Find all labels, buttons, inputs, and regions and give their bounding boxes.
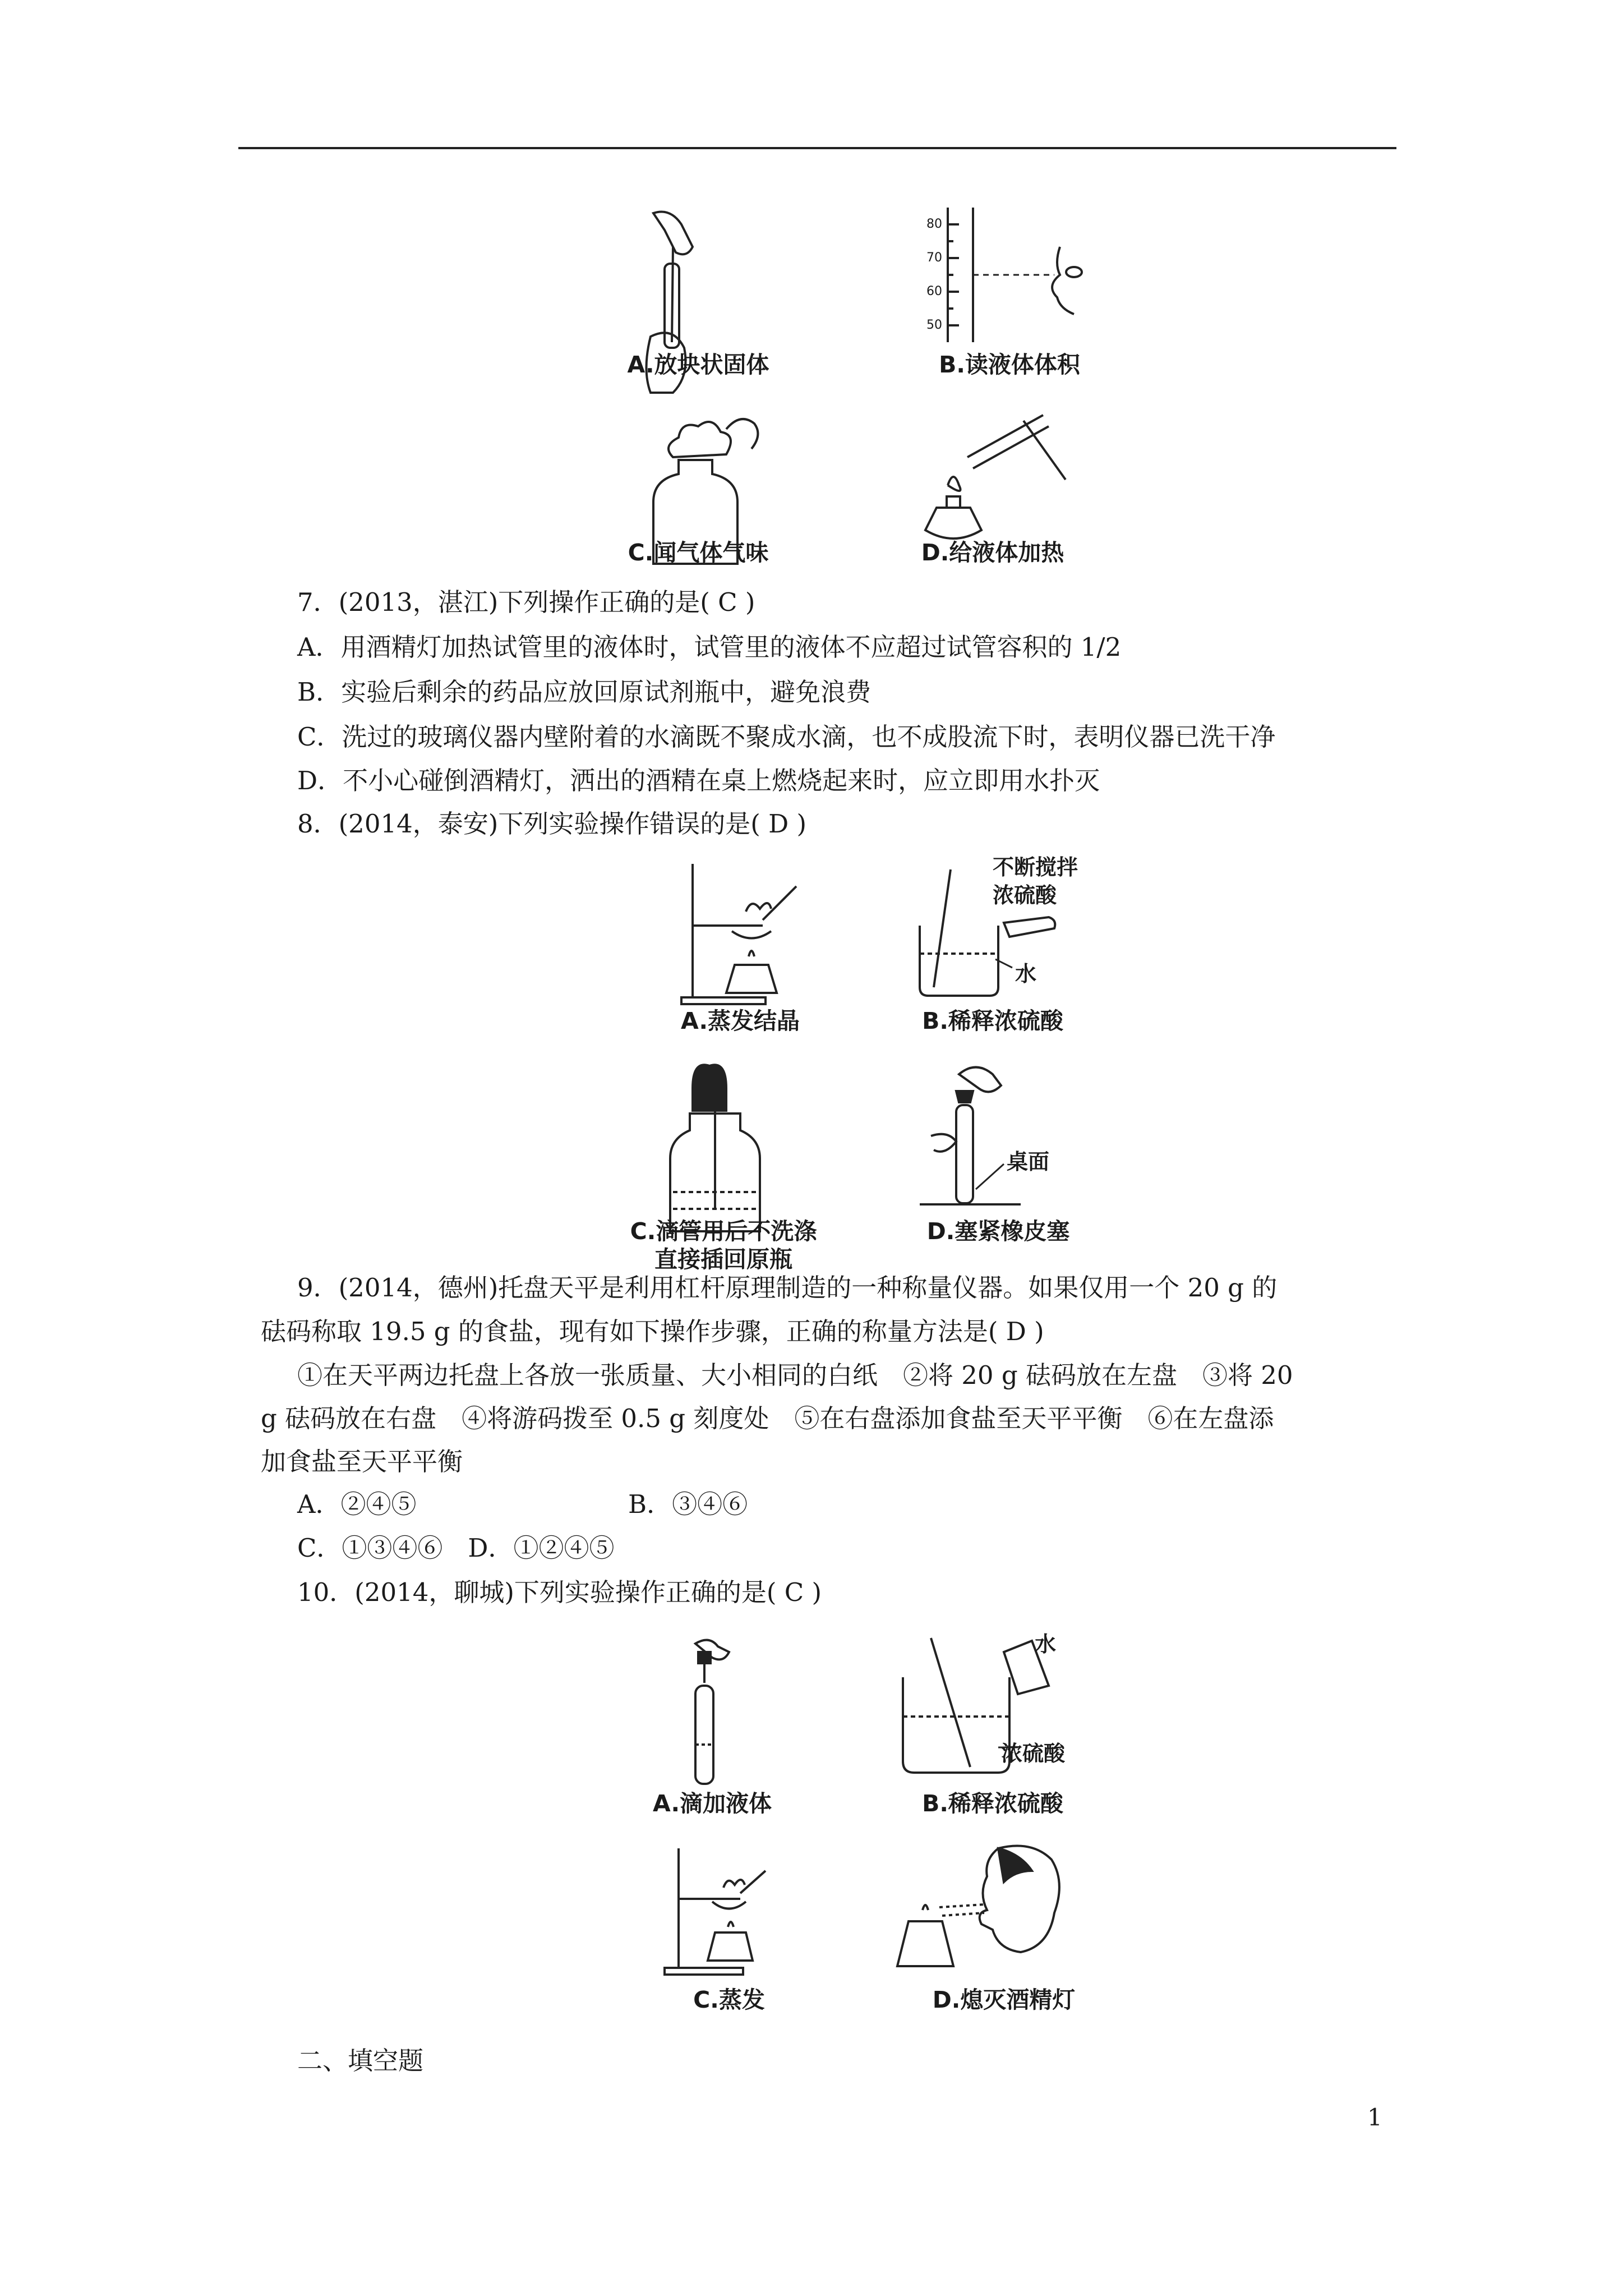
q9-option-a: A．②④⑤: [297, 1489, 417, 1519]
tick-label: 50: [926, 318, 942, 332]
caption-line-1: C.滴管用后不洗涤: [630, 1218, 817, 1245]
q7-stem: 7．(2013，湛江)下列操作正确的是( C ): [297, 587, 755, 617]
caption: B.稀释浓硫酸: [922, 1790, 1063, 1817]
caption: C.蒸发: [693, 1986, 765, 2013]
label-acid: 浓硫酸: [993, 883, 1057, 908]
caption: D.塞紧橡皮塞: [926, 1218, 1070, 1245]
label-stir: 不断搅拌: [993, 855, 1078, 880]
q7-option-c: C．洗过的玻璃仪器内壁附着的水滴既不聚成水滴，也不成股流下时，表明仪器已洗干净: [297, 722, 1276, 752]
caption-line-2: 直接插回原瓶: [654, 1246, 792, 1273]
caption: B.稀释浓硫酸: [922, 1007, 1063, 1034]
figure-q10-d: [886, 1837, 1122, 2028]
section-title: 二、填空题: [297, 2046, 424, 2076]
figure-q6-b: [875, 202, 1144, 393]
caption: A.滴加液体: [652, 1790, 772, 1817]
q7-option-b: B．实验后剩余的药品应放回原试剂瓶中，避免浪费: [297, 677, 872, 707]
q9-option-b: B．③④⑥: [628, 1489, 748, 1519]
caption: C.闻气体气味: [628, 539, 769, 566]
label-acid: 浓硫酸: [1001, 1741, 1066, 1766]
q8-stem: 8．(2014，泰安)下列实验操作错误的是( D ): [297, 809, 807, 839]
caption: D.给液体加热: [921, 539, 1064, 566]
caption: D.熄灭酒精灯: [932, 1986, 1076, 2013]
q9-line-2: 砝码称取 19.5 g 的食盐，现有如下操作步骤，正确的称量方法是( D ): [261, 1317, 1044, 1346]
caption: A.放块状固体: [627, 351, 769, 378]
figure-q8-c: [606, 1057, 841, 1271]
figure-q10-b: [875, 1627, 1110, 1834]
caption: B.读液体体积: [939, 351, 1080, 378]
q10-stem: 10．(2014，聊城)下列实验操作正确的是( C ): [297, 1577, 822, 1607]
q9-line-4: g 砝码放在右盘 ④将游码拨至 0.5 g 刻度处 ⑤在右盘添加食盐至天平平衡 ⑥在左盘添: [261, 1404, 1274, 1433]
figure-q8-d: [886, 1057, 1110, 1248]
tick-label: 60: [926, 284, 942, 298]
figure-q6-c: [606, 407, 791, 592]
figure-q10-a: [611, 1632, 813, 1834]
q7-option-d: D．不小心碰倒酒精灯，洒出的酒精在桌上燃烧起来时，应立即用水扑灭: [297, 766, 1100, 795]
q9-line-1: 9．(2014，德州)托盘天平是利用杠杆原理制造的一种称量仪器。如果仅用一个 20 g 的: [297, 1273, 1278, 1303]
header-rule: [238, 147, 1396, 149]
figure-q6-d: [875, 407, 1110, 592]
figure-q6-a: [606, 202, 791, 393]
q9-line-5: 加食盐至天平平衡: [261, 1447, 463, 1476]
figure-q10-c: [628, 1837, 830, 2028]
caption: A.蒸发结晶: [680, 1007, 800, 1034]
q9-option-cd: C．①③④⑥ D．①②④⑤: [297, 1533, 615, 1563]
q9-line-3: ①在天平两边托盘上各放一张质量、大小相同的白纸 ②将 20 g 砝码放在左盘 ③将 20: [297, 1360, 1293, 1390]
page-number: 1: [1367, 2104, 1382, 2131]
tick-label: 80: [926, 217, 942, 231]
label-water: 水: [1035, 1632, 1057, 1657]
figure-q8-b: [875, 853, 1110, 1038]
figure-q8-a: [628, 853, 852, 1038]
q7-option-a: A．用酒精灯加热试管里的液体时，试管里的液体不应超过试管容积的 1/2: [297, 632, 1122, 662]
tick-label: 70: [926, 251, 942, 265]
label-water: 水: [1015, 961, 1037, 986]
label-table: 桌面: [1007, 1149, 1050, 1174]
